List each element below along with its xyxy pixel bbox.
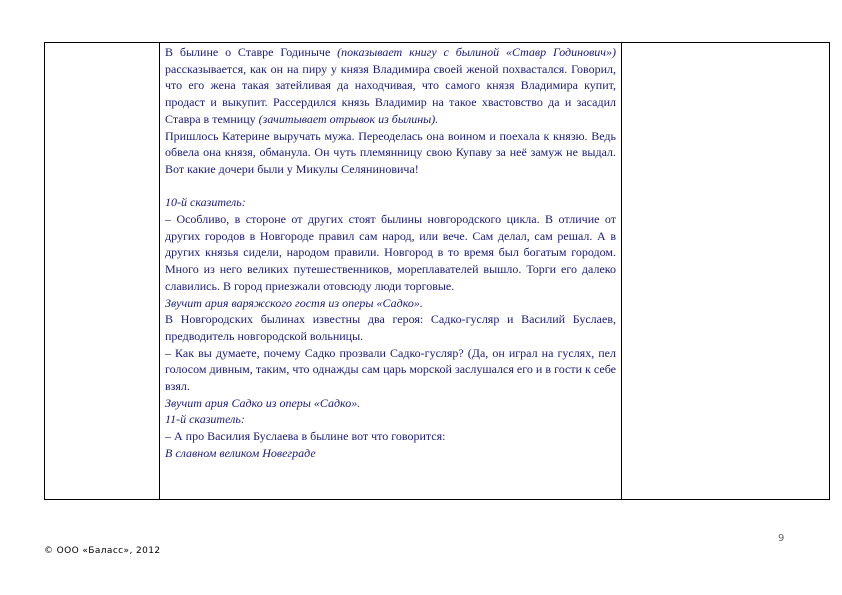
- paragraph-novgorod: – Особливо, в стороне от других стоят былины новгородского цикла. В отличие от других городов в Новгороде правил сам народ, или вече. Сам делал, сам решал. А в других князья сидели, народом правили. Новгород в то время был богатым городом. Много из него великих путешественников, мореплавателей вышло. Торги его далеко славились. В город приезжали отовсюду люди торговые.: [165, 212, 616, 293]
- narrator-label: 10-й сказитель:: [165, 195, 246, 210]
- text-span: В былине о Ставре Годиныче: [165, 45, 338, 59]
- lesson-table: [44, 42, 830, 500]
- paragraph-katerina: Пришлось Катерине выручать мужа. Переоделась она воином и поехала к князю. Ведь обвела она князя, обманула. Он чуть племянницу свою Купаву за неё замуж не выдал. Вот какие дочери были у Микулы Селяниновича!: [165, 128, 616, 176]
- aria-note: [165, 295, 616, 312]
- poem-text: В славном великом Новеграде: [165, 445, 316, 460]
- copyright-footer: © ООО «Баласс», 2012: [44, 546, 161, 556]
- narrator-heading: [165, 194, 616, 211]
- narrator-label: 11-й сказитель:: [165, 412, 245, 427]
- stage-direction: (зачитывает отрывок из былины).: [258, 111, 439, 126]
- blank-line: [165, 178, 616, 195]
- paragraph-buslaev: – А про Василия Буслаева в былине вот что говорится:: [165, 429, 446, 444]
- column-divider-right: [621, 43, 622, 499]
- aria-label: Звучит ария Садко из оперы «Садко».: [165, 395, 361, 410]
- paragraph-stavr: [165, 44, 616, 128]
- paragraph-sadko-question: – Как вы думаете, почему Садко прозвали Садко-гусляр? (Да, он играл на гуслях, пел голосом дивным, таким, что однажды сам царь морской заслушался его и в гости к себе взял.: [165, 345, 616, 394]
- aria-note: [165, 395, 616, 412]
- stage-direction: (показывает книгу с былиной «Ставр Годинович»): [337, 45, 616, 59]
- text-span: рассказывается, как он на пиру у князя Владимира своей женой похвастался. Говорил, что его жена такая затейливая да находчивая, что самого князя Владимира купит, продаст и выкупит. Рассердился князь Владимир на такое хвастовство да и засадил Ставра в темницу: [165, 61, 616, 126]
- aria-label: Звучит ария варяжского гостя из оперы «Садко».: [165, 295, 423, 310]
- content-cell: [165, 44, 616, 462]
- column-divider-left: [159, 43, 160, 499]
- poem-line: [165, 445, 616, 462]
- narrator-heading: [165, 411, 616, 428]
- page-number: 9: [778, 533, 785, 544]
- paragraph-heroes: В Новгородских былинах известны два героя: Садко-гусляр и Василий Буслаев, предводитель новгородской вольницы.: [165, 312, 616, 343]
